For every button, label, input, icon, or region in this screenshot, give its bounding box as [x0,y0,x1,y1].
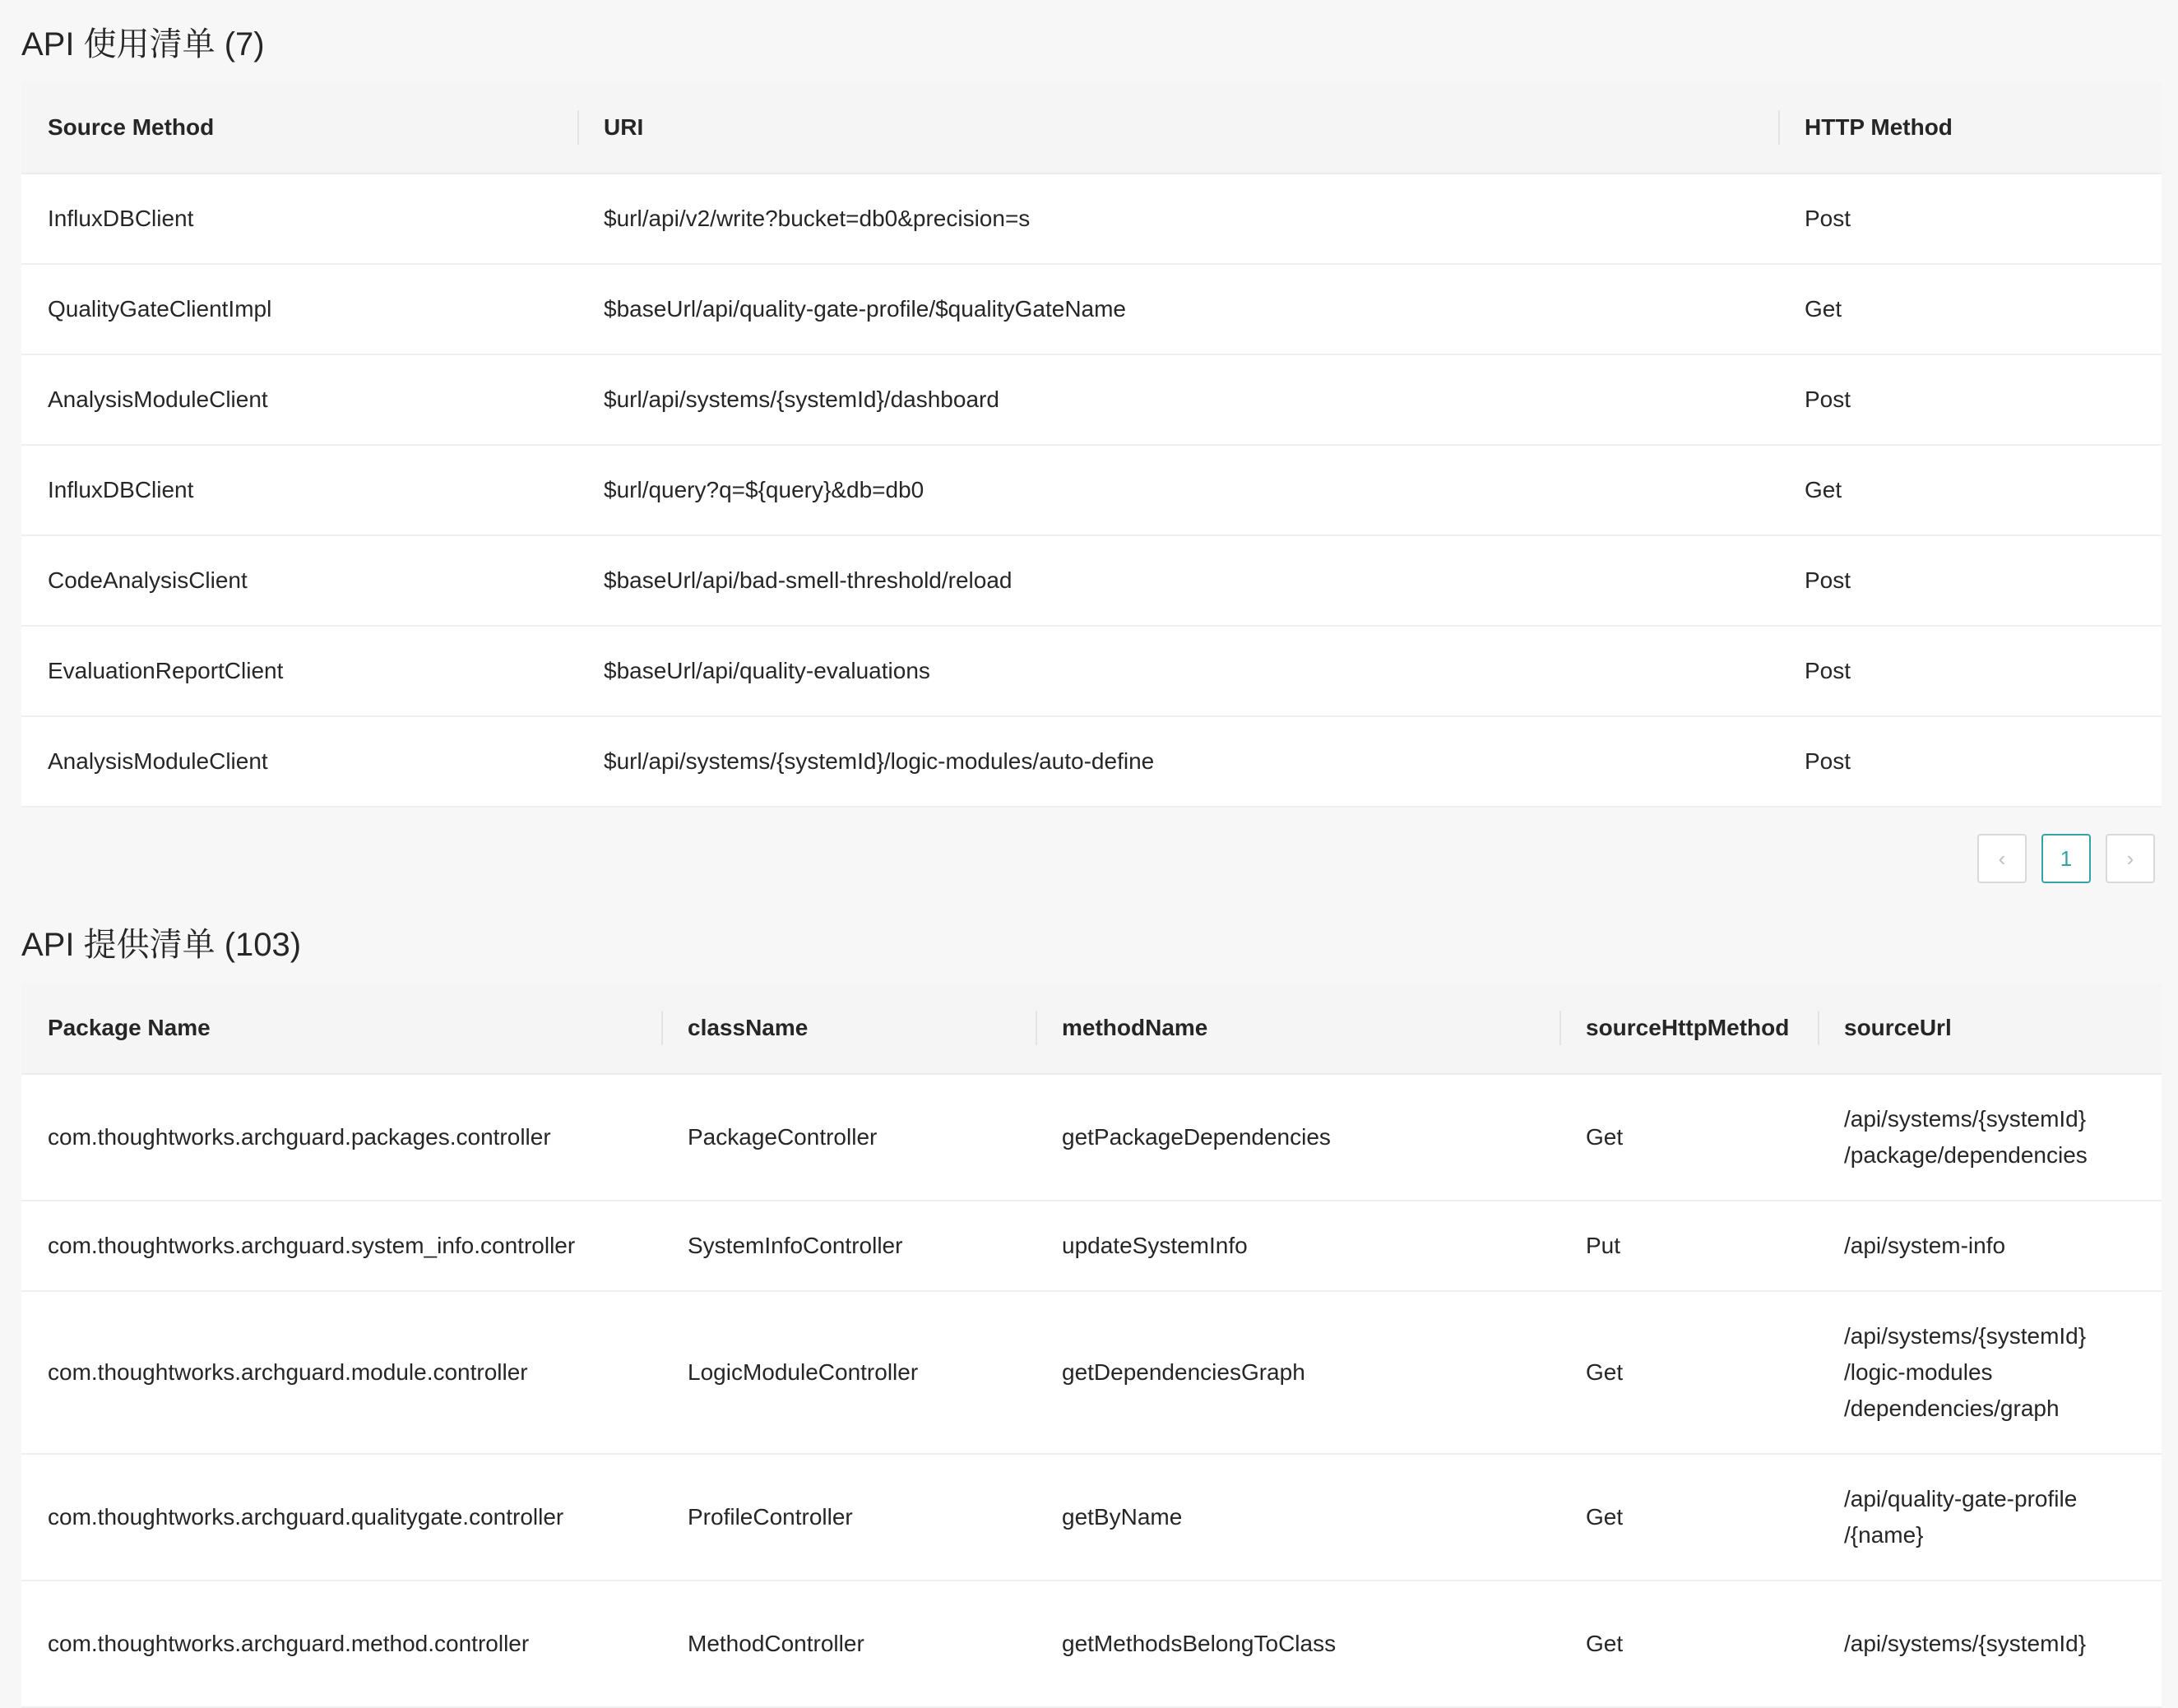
source-url-cell: /api/system-info [1818,1201,2162,1291]
source-method-cell: InfluxDBClient [21,445,577,535]
source-http-method-cell: Get [1559,1074,1818,1201]
api-provide-body [21,1074,2162,1707]
package-name-cell: com.thoughtworks.archguard.method.controller [21,1581,661,1707]
uri-cell: $url/query?q=${query}&db=db0 [577,445,1778,535]
uri-cell: $baseUrl/api/bad-smell-threshold/reload [577,535,1778,626]
source-method-cell: AnalysisModuleClient [21,354,577,445]
package-name-cell: com.thoughtworks.archguard.module.controller [21,1291,661,1454]
next-page-button[interactable] [2106,834,2155,883]
table-row[interactable] [21,1454,2162,1581]
column-header-source-method[interactable]: Source Method [21,82,577,174]
class-name-cell: LogicModuleController [661,1291,1036,1454]
class-name-cell: PackageController [661,1074,1036,1201]
table-row[interactable] [21,1581,2162,1707]
prev-page-button[interactable] [1977,834,2027,883]
column-header-class-name[interactable]: className [661,983,1036,1074]
source-http-method-cell: Get [1559,1454,1818,1581]
table-row[interactable] [21,264,2162,354]
source-url-cell: /api/systems/{systemId} [1818,1581,2162,1707]
class-name-cell: ProfileController [661,1454,1036,1581]
http-method-cell: Post [1778,716,2162,807]
table-row[interactable] [21,535,2162,626]
column-header-http-method[interactable]: HTTP Method [1778,82,2162,174]
api-usage-body [21,174,2162,807]
http-method-cell: Post [1778,535,2162,626]
column-header-method-name[interactable]: methodName [1036,983,1559,1074]
source-url-cell: /api/quality-gate-profile /{name} [1818,1454,2162,1581]
api-usage-title: API 使用清单 (7) [21,26,265,62]
class-name-cell: MethodController [661,1581,1036,1707]
pagination [1977,834,2155,883]
column-header-uri[interactable]: URI [577,82,1778,174]
http-method-cell: Post [1778,354,2162,445]
column-header-source-http-method[interactable]: sourceHttpMethod [1559,983,1818,1074]
api-provide-title: API 提供清单 (103) [21,927,302,963]
http-method-cell: Post [1778,174,2162,264]
column-header-package-name[interactable]: Package Name [21,983,661,1074]
source-http-method-cell: Get [1559,1581,1818,1707]
http-method-cell: Get [1778,445,2162,535]
source-http-method-cell: Put [1559,1201,1818,1291]
source-method-cell: EvaluationReportClient [21,626,577,716]
chevron-right-icon: › [2126,845,2134,871]
class-name-cell: SystemInfoController [661,1201,1036,1291]
table-row[interactable] [21,1074,2162,1201]
table-row[interactable] [21,626,2162,716]
source-method-cell: InfluxDBClient [21,174,577,264]
api-provide-header-row [21,983,2162,1074]
method-name-cell: getMethodsBelongToClass [1036,1581,1559,1707]
source-method-cell: AnalysisModuleClient [21,716,577,807]
chevron-left-icon: ‹ [1998,845,2006,871]
table-row[interactable] [21,716,2162,807]
uri-cell: $baseUrl/api/quality-evaluations [577,626,1778,716]
table-row[interactable] [21,174,2162,264]
source-url-cell: /api/systems/{systemId} /logic-modules /dependencies/graph [1818,1291,2162,1454]
source-method-cell: QualityGateClientImpl [21,264,577,354]
source-method-cell: CodeAnalysisClient [21,535,577,626]
source-url-cell: /api/systems/{systemId} /package/dependencies [1818,1074,2162,1201]
package-name-cell: com.thoughtworks.archguard.system_info.controller [21,1201,661,1291]
package-name-cell: com.thoughtworks.archguard.packages.controller [21,1074,661,1201]
uri-cell: $url/api/v2/write?bucket=db0&precision=s [577,174,1778,264]
http-method-cell: Post [1778,626,2162,716]
package-name-cell: com.thoughtworks.archguard.qualitygate.controller [21,1454,661,1581]
table-row[interactable] [21,354,2162,445]
source-http-method-cell: Get [1559,1291,1818,1454]
column-header-source-url[interactable]: sourceUrl [1818,983,2162,1074]
uri-cell: $baseUrl/api/quality-gate-profile/$qualityGateName [577,264,1778,354]
table-row[interactable] [21,1291,2162,1454]
uri-cell: $url/api/systems/{systemId}/logic-modules/auto-define [577,716,1778,807]
table-row[interactable] [21,445,2162,535]
method-name-cell: updateSystemInfo [1036,1201,1559,1291]
page-1-button[interactable]: 1 [2041,834,2091,883]
method-name-cell: getByName [1036,1454,1559,1581]
table-row[interactable] [21,1201,2162,1291]
api-provide-table [21,983,2162,1708]
method-name-cell: getDependenciesGraph [1036,1291,1559,1454]
http-method-cell: Get [1778,264,2162,354]
method-name-cell: getPackageDependencies [1036,1074,1559,1201]
uri-cell: $url/api/systems/{systemId}/dashboard [577,354,1778,445]
api-usage-table [21,82,2162,808]
api-usage-header-row [21,82,2162,174]
